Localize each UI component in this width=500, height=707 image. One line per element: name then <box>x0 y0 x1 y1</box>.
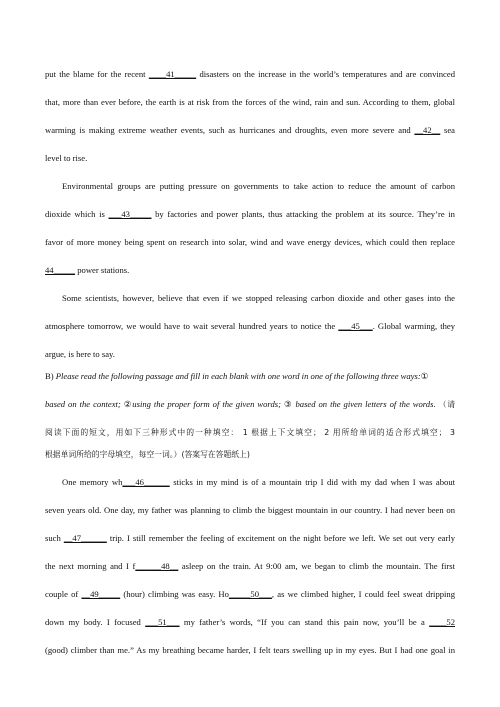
answer-blank: 44_____ <box>45 265 76 275</box>
text-segment: such <box>45 533 64 543</box>
text-line <box>45 152 455 164</box>
text-line <box>45 504 455 516</box>
chinese-instruction-text: 阅读下面的短文，用如下三种形式中的一种填空： 1 根据上下文填空； 2 用所给单词的适合形式填空； 3 <box>45 428 455 437</box>
text-line <box>45 348 455 360</box>
text-segment: atmosphere tomorrow, we would have to wait several hundred years to notice the <box>45 321 339 331</box>
text-line <box>45 124 455 136</box>
text-segment: by factories and power plants, thus attacking the problem at its source. They’re in <box>151 209 455 219</box>
text-segment: put the blame for the recent <box>45 69 149 79</box>
instruction-text: Please read the following passage and fill in each blank with one word in one of the following three ways: <box>55 371 421 381</box>
instruction-text: based on the given letters of the words <box>295 399 434 409</box>
text-segment: Some scientists, however, believe that even if we stopped releasing carbon dioxide and other gases into the <box>62 293 455 303</box>
text-segment: that, more than ever before, the earth is at risk from the forces of the wind, rain and sun. According to them, global <box>45 97 455 107</box>
text-segment: ③ <box>283 399 296 409</box>
text-line <box>45 532 455 544</box>
text-segment: disasters on the increase in the world’s temperatures and are convinced <box>196 69 455 79</box>
text-segment: One memory wh <box>62 477 123 487</box>
text-segment: B) <box>45 371 56 381</box>
answer-blank: __49_____ <box>81 589 121 599</box>
answer-blank: ___45___ <box>338 321 373 331</box>
answer-blank: ___46______ <box>122 477 170 487</box>
text-segment: , as we climbed higher, I could feel sweat dripping <box>271 589 456 599</box>
text-line <box>45 588 455 600</box>
text-segment: power stations. <box>75 265 130 275</box>
answer-blank: __42__ <box>414 125 441 135</box>
text-segment: seven years old. One day, my father was planning to climb the biggest mountain in our country. I had never been on <box>45 505 455 515</box>
answer-blank: ___51___ <box>145 617 180 627</box>
text-segment: down my body. I focused <box>45 617 146 627</box>
text-segment: . Global warming, they <box>372 321 455 331</box>
text-segment: Environmental groups are putting pressure on governments to take action to reduce the amount of carbon <box>62 181 455 191</box>
text-line <box>45 644 455 656</box>
text-line <box>45 96 455 108</box>
text-segment: my father’s words, “If you can stand this pain now, you’ll be a <box>179 617 430 627</box>
text-line <box>45 398 455 411</box>
text-segment: (good) climber than me.” As my breathing became harder, I felt tears swelling up in my eyes. But I had one goal in <box>45 645 455 655</box>
text-segment: (hour) climbing was easy. Ho <box>120 589 229 599</box>
answer-blank: ____52 <box>429 617 455 627</box>
instruction-text: using the proper form of the given words; <box>132 399 284 409</box>
chinese-instruction-text: （请 <box>438 400 456 409</box>
text-segment: ① <box>420 371 429 381</box>
text-segment: . <box>433 399 439 409</box>
text-segment: trip. I still remember the feeling of excitement on the night before we left. We set out very early <box>106 533 455 543</box>
text-line <box>45 616 455 628</box>
text-line <box>45 560 455 572</box>
text-segment: couple of <box>45 589 82 599</box>
text-segment: dioxide which is <box>45 209 109 219</box>
answer-blank: _____50___ <box>228 589 272 599</box>
text-line <box>62 476 455 488</box>
text-line <box>62 180 455 192</box>
text-line <box>45 320 455 332</box>
text-segment: sea <box>440 125 455 135</box>
text-line <box>45 236 455 248</box>
text-line <box>45 370 455 382</box>
text-segment: warming is making extreme weather events, such as hurricanes and droughts, even more severe and <box>45 125 415 135</box>
answer-blank: ____41_____ <box>148 69 197 79</box>
text-line <box>45 264 455 276</box>
text-line <box>45 68 455 80</box>
text-line <box>45 448 455 461</box>
text-segment: asleep on the train. At 9:00 am, we began to climb the mountain. The first <box>178 561 456 571</box>
answer-blank: ______48__ <box>135 561 179 571</box>
text-segment: level to rise. <box>45 153 88 163</box>
text-line <box>45 208 455 220</box>
text-segment: the next morning and I f <box>45 561 136 571</box>
answer-blank: ___43_____ <box>108 209 152 219</box>
instruction-text: based on the context; <box>45 399 124 409</box>
chinese-instruction-text: 根据单词所给的字母填空，每空一词。）(答案写在答题纸上) <box>45 450 250 459</box>
text-segment: sticks in my mind is of a mountain trip I did with my dad when I was about <box>169 477 456 487</box>
answer-blank: __47______ <box>63 533 107 543</box>
text-segment: ② <box>123 399 133 409</box>
text-line <box>62 292 455 304</box>
text-segment: favor of more money being spent on research into solar, wind and wave energy devices, which could then replace <box>45 237 455 247</box>
text-segment: argue, is here to say. <box>45 349 115 359</box>
text-line <box>45 426 455 439</box>
